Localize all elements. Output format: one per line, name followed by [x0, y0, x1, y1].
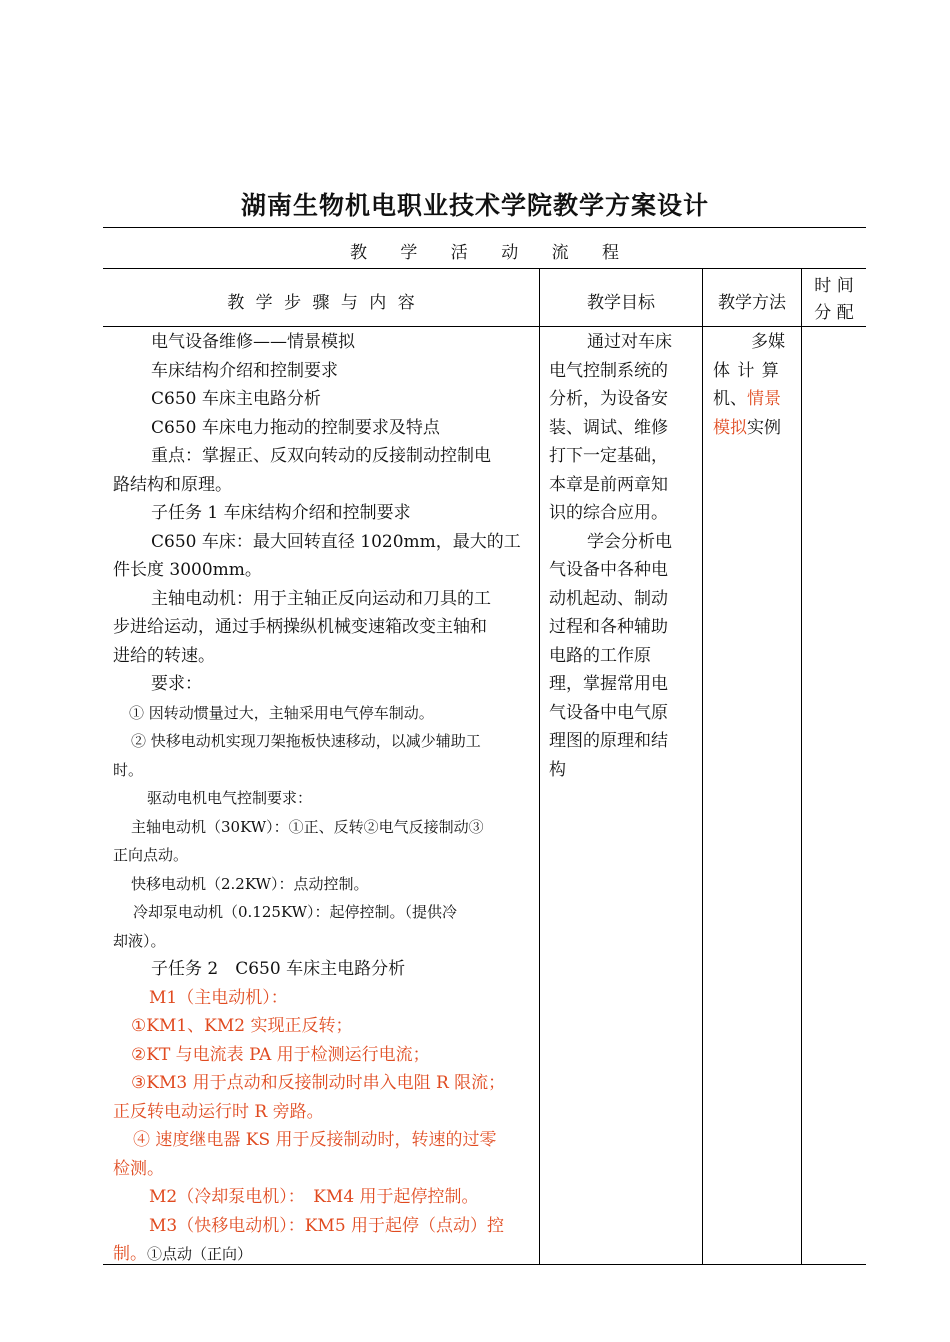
- goal-line: 通过对车床: [587, 332, 672, 352]
- header-method: 教学方法: [718, 293, 786, 313]
- content-line: 步进给运动，通过手柄操纵机械变速箱改变主轴和: [113, 617, 487, 637]
- content-line-highlight: 正反转电动运行时 R 旁路。: [113, 1101, 324, 1122]
- method-highlight: 情景: [747, 389, 781, 409]
- content-line: 驱动电机电气控制要求：: [147, 789, 313, 807]
- goal-line: 识的综合应用。: [549, 503, 668, 523]
- content-line: 路结构和原理。: [113, 474, 232, 495]
- table-top-rule: [103, 227, 866, 228]
- method-line: 多媒: [751, 332, 785, 352]
- content-line: 快移电动机（2.2KW）：点动控制。: [131, 874, 369, 893]
- content-line: C650 车床主电路分析: [151, 389, 321, 409]
- header-rule: [103, 326, 866, 327]
- content-line: 时。: [113, 760, 144, 779]
- content-line-highlight: ④ 速度继电器 KS 用于反接制动时，转速的过零: [133, 1130, 497, 1150]
- goal-line: 气设备中电气原: [549, 702, 668, 723]
- content-line: 重点：掌握正、反双向转动的反接制动控制电: [151, 446, 491, 466]
- content-line: 主轴电动机（30KW）：①正、反转②电气反接制动③: [131, 817, 484, 836]
- steps-content: [113, 328, 533, 1269]
- method-text: 机、: [713, 389, 747, 409]
- content-line: 子任务 1 车床结构介绍和控制要求: [151, 503, 411, 523]
- content-line: ① 因转动惯量过大，主轴采用电气停车制动。: [129, 703, 434, 722]
- content-line: 主轴电动机：用于主轴正反向运动和刀具的工: [151, 588, 491, 609]
- column-divider: [702, 268, 703, 1264]
- content-line-highlight: ③KM3 用于点动和反接制动时串入电阻 R 限流；: [131, 1073, 506, 1093]
- goal-line: 分析，为设备安: [549, 389, 668, 409]
- goal-line: 电气控制系统的: [549, 360, 668, 381]
- method-content: [713, 328, 797, 442]
- method-line: [713, 414, 797, 443]
- content-line: C650 车床：最大回转直径 1020mm，最大的工: [151, 531, 521, 552]
- content-line-highlight: ②KT 与电流表 PA 用于检测运行电流；: [131, 1044, 430, 1065]
- content-line-highlight: 制。: [113, 1244, 147, 1264]
- content-line: [113, 1240, 533, 1269]
- content-line-highlight: 检测。: [113, 1158, 164, 1179]
- header-goal: 教学目标: [587, 293, 655, 313]
- method-line: [713, 385, 797, 414]
- column-divider: [801, 268, 802, 1264]
- content-line: 车床结构介绍和控制要求: [151, 360, 338, 381]
- activity-banner: 教 学 活 动 流 程: [349, 243, 620, 263]
- goal-line: 动机起动、制动: [549, 588, 668, 609]
- content-line: 子任务 2 C650 车床主电路分析: [151, 959, 406, 979]
- goal-line: 本章是前两章知: [549, 474, 668, 495]
- content-line: 件长度 3000mm。: [113, 560, 262, 580]
- content-line: 却液）。: [113, 931, 166, 950]
- content-line-highlight: M3（快移电动机）：KM5 用于起停（点动）控: [149, 1215, 505, 1236]
- method-highlight: 模拟: [713, 417, 747, 438]
- goal-line: 过程和各种辅助: [549, 617, 668, 637]
- content-line: 电气设备维修——情景模拟: [151, 332, 355, 352]
- goal-line: 打下一定基础，: [549, 446, 668, 466]
- header-time: [802, 273, 866, 327]
- content-line-highlight: ①KM1、KM2 实现正反转；: [131, 1016, 353, 1036]
- content-line: 要求：: [151, 674, 202, 694]
- banner-rule: [103, 268, 866, 269]
- goal-line: 构: [549, 759, 566, 780]
- content-line-highlight: M2（冷却泵电机）： KM4 用于起停控制。: [149, 1187, 479, 1207]
- goal-content: [549, 328, 699, 784]
- content-line: 正向点动。: [113, 846, 189, 864]
- method-text: 实例: [747, 417, 781, 438]
- goal-line: 理图的原理和结: [549, 731, 668, 751]
- header-steps: 教 学 步 骤 与 内 容: [227, 293, 415, 313]
- content-line-highlight: M1（主电动机）：: [149, 987, 288, 1008]
- content-line: ①点动（正向）: [147, 1245, 253, 1263]
- content-line: ② 快移电动机实现刀架拖板快速移动，以减少辅助工: [131, 732, 481, 750]
- goal-line: 气设备中各种电: [549, 560, 668, 580]
- goal-line: 装、调试、维修: [549, 417, 668, 438]
- column-divider: [539, 268, 540, 1264]
- goal-line: 理，掌握常用电: [549, 674, 668, 694]
- page-title: 湖南生物机电职业技术学院教学方案设计: [240, 191, 709, 220]
- content-line: 进给的转速。: [113, 645, 215, 666]
- header-time-line1: 时 间: [814, 276, 854, 296]
- content-line: 冷却泵电动机（0.125KW）：起停控制。（提供冷: [133, 903, 458, 921]
- method-line: 体 计 算: [713, 360, 779, 381]
- header-time-line2: 分 配: [814, 303, 854, 323]
- content-line: C650 车床电力拖动的控制要求及特点: [151, 417, 440, 438]
- goal-line: 电路的工作原: [549, 645, 651, 666]
- goal-line: 学会分析电: [587, 531, 672, 552]
